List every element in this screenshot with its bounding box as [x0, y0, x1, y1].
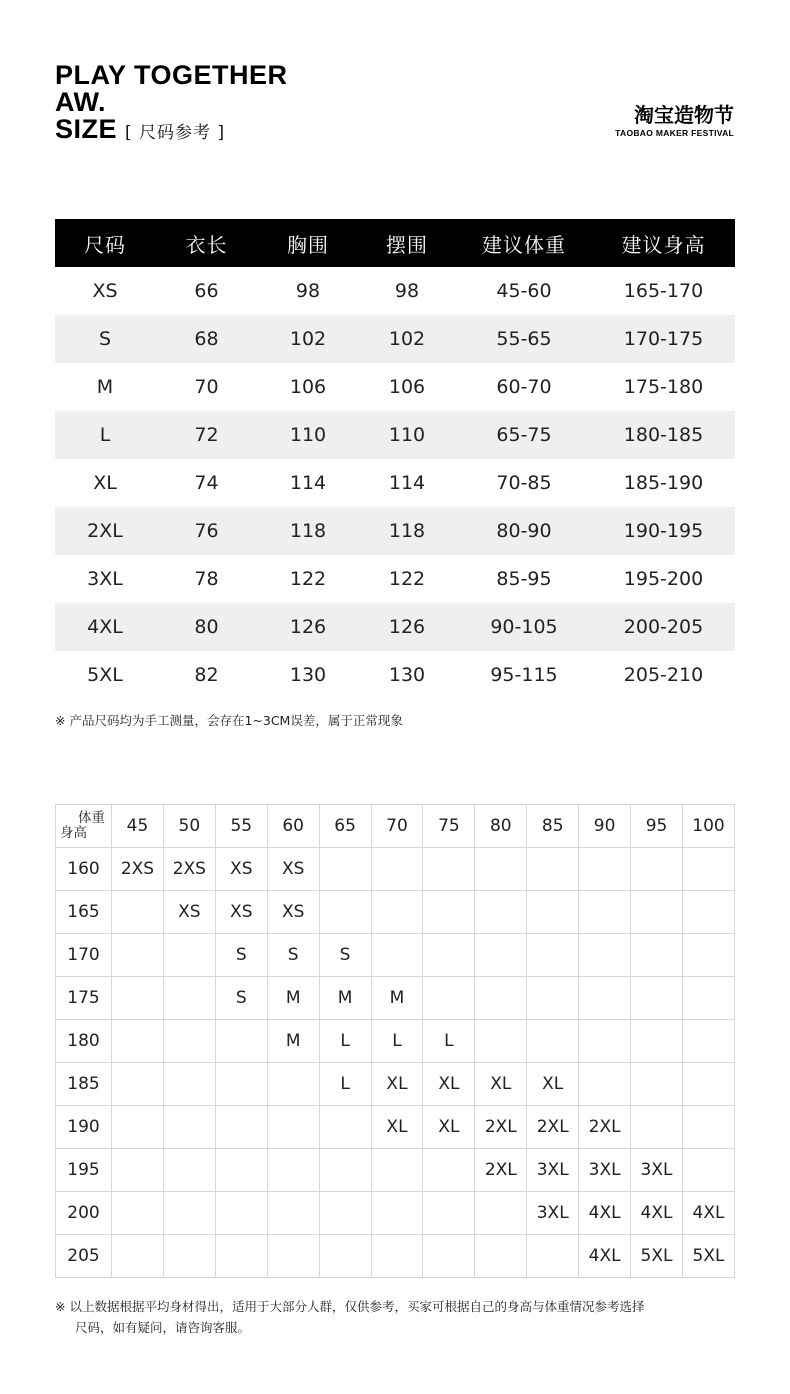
- matrix-cell: 3XL: [527, 1149, 579, 1192]
- table-row: [55, 363, 735, 411]
- matrix-cell: XS: [267, 848, 319, 891]
- table-cell: 114: [388, 472, 426, 494]
- table-cell: 78: [194, 568, 219, 590]
- matrix-row: [56, 934, 735, 977]
- table-cell: 98: [295, 280, 321, 302]
- matrix-cell: [215, 1063, 267, 1106]
- matrix-cell: 4XL: [579, 1235, 631, 1278]
- table-cell: 74: [194, 472, 219, 494]
- matrix-cell: [371, 1149, 423, 1192]
- matrix-cell: [631, 1063, 683, 1106]
- matrix-cell: [112, 977, 164, 1020]
- table-cell: 85-95: [496, 568, 552, 590]
- table-cell: 45-60: [496, 280, 552, 302]
- brand-logo: [615, 104, 734, 138]
- matrix-cell: [631, 848, 683, 891]
- matrix-cell: 4XL: [631, 1192, 683, 1235]
- table-cell: 130: [289, 664, 327, 686]
- table-cell: 200-205: [592, 603, 735, 651]
- table-cell: S: [55, 315, 155, 363]
- matrix-cell: [527, 934, 579, 977]
- matrix-cell: [423, 891, 475, 934]
- matrix-cell: [527, 1020, 579, 1063]
- table-cell: 82: [194, 664, 219, 686]
- table-cell: 3XL: [87, 568, 123, 590]
- weight-header-cell: 55: [215, 805, 267, 848]
- matrix-cell: 2XS: [163, 848, 215, 891]
- height-label-cell: 170: [56, 934, 112, 977]
- header-cell: 胸围: [258, 219, 358, 267]
- table-cell: 110: [358, 411, 456, 459]
- matrix-row: [56, 848, 735, 891]
- matrix-cell: [112, 891, 164, 934]
- matrix-cell: XS: [163, 891, 215, 934]
- table-row: [55, 651, 735, 699]
- matrix-cell: M: [319, 977, 371, 1020]
- matrix-cell: [267, 1192, 319, 1235]
- matrix-cell: [579, 848, 631, 891]
- table-row: [55, 603, 735, 651]
- weight-header-cell: 70: [371, 805, 423, 848]
- table-cell: 180-185: [592, 411, 735, 459]
- table-cell: 175-180: [623, 376, 704, 398]
- table-row: [55, 315, 735, 363]
- header-cell: 尺码: [55, 219, 155, 267]
- table-cell: 190-195: [592, 507, 735, 555]
- matrix-cell: [682, 1149, 734, 1192]
- weight-header-cell: 100: [682, 805, 734, 848]
- matrix-cell: [112, 1063, 164, 1106]
- matrix-cell: [319, 1106, 371, 1149]
- matrix-row: [56, 1235, 735, 1278]
- header-cell: 建议身高: [592, 219, 735, 267]
- table-cell: 114: [289, 472, 327, 494]
- matrix-cell: [527, 1235, 579, 1278]
- size-heading: [55, 116, 288, 143]
- size-chart-table: [55, 219, 735, 699]
- table-row: [55, 411, 735, 459]
- matrix-cell: [371, 1192, 423, 1235]
- weight-header-cell: 60: [267, 805, 319, 848]
- matrix-cell: [112, 1149, 164, 1192]
- matrix-cell: [215, 1106, 267, 1149]
- height-label-cell: 160: [56, 848, 112, 891]
- matrix-cell: L: [319, 1063, 371, 1106]
- table-cell: 2XL: [55, 507, 155, 555]
- table-cell: 76: [155, 507, 258, 555]
- table-cell: 68: [155, 315, 258, 363]
- matrix-cell: [163, 977, 215, 1020]
- matrix-cell: [112, 934, 164, 977]
- matrix-cell: [371, 1235, 423, 1278]
- table-cell: 110: [258, 411, 358, 459]
- page-header: [55, 62, 288, 143]
- matrix-cell: [163, 1020, 215, 1063]
- table-cell: L: [55, 411, 155, 459]
- height-label-cell: 185: [56, 1063, 112, 1106]
- matrix-cell: [319, 1235, 371, 1278]
- matrix-cell: [163, 1235, 215, 1278]
- table-cell: 126: [358, 603, 456, 651]
- matrix-cell: [527, 891, 579, 934]
- table-cell: 165-170: [623, 280, 704, 302]
- matrix-cell: [423, 848, 475, 891]
- matrix-cell: [631, 1020, 683, 1063]
- table-cell: 122: [289, 568, 327, 590]
- matrix-cell: [371, 848, 423, 891]
- table-cell: 205-210: [623, 664, 704, 686]
- matrix-row: [56, 1192, 735, 1235]
- matrix-cell: [112, 1020, 164, 1063]
- matrix-cell: [319, 848, 371, 891]
- matrix-cell: [319, 891, 371, 934]
- disclaimer-note: [55, 1296, 745, 1338]
- table-cell: 72: [155, 411, 258, 459]
- height-label-cell: 165: [56, 891, 112, 934]
- matrix-cell: [112, 1235, 164, 1278]
- height-label-cell: 200: [56, 1192, 112, 1235]
- matrix-cell: L: [319, 1020, 371, 1063]
- matrix-cell: [215, 1149, 267, 1192]
- table-cell: 106: [388, 376, 426, 398]
- matrix-cell: [319, 1192, 371, 1235]
- height-label-cell: 195: [56, 1149, 112, 1192]
- corner-height-label: 身高: [60, 825, 87, 841]
- matrix-cell: [631, 1106, 683, 1149]
- matrix-cell: XS: [267, 891, 319, 934]
- matrix-cell: [682, 1020, 734, 1063]
- matrix-cell: [267, 1063, 319, 1106]
- matrix-cell: 2XL: [527, 1106, 579, 1149]
- table-cell: XL: [93, 472, 117, 494]
- weight-header-cell: 65: [319, 805, 371, 848]
- size-title: SIZE: [55, 114, 118, 144]
- weight-header-cell: 95: [631, 805, 683, 848]
- matrix-row: [56, 891, 735, 934]
- height-label-cell: 205: [56, 1235, 112, 1278]
- matrix-cell: [631, 891, 683, 934]
- matrix-cell: [579, 891, 631, 934]
- matrix-cell: XL: [423, 1063, 475, 1106]
- table-cell: 122: [388, 568, 426, 590]
- disclaimer-line-1: ※ 以上数据根据平均身材得出，适用于大部分人群，仅供参考，买家可根据自己的身高与体重情况参考选择: [55, 1299, 645, 1314]
- matrix-cell: S: [319, 934, 371, 977]
- matrix-cell: XL: [371, 1106, 423, 1149]
- matrix-cell: 3XL: [631, 1149, 683, 1192]
- weight-header-cell: 75: [423, 805, 475, 848]
- matrix-cell: [215, 1192, 267, 1235]
- table-cell: 4XL: [55, 603, 155, 651]
- matrix-cell: [475, 1020, 527, 1063]
- table-cell: 80-90: [456, 507, 592, 555]
- matrix-cell: [579, 1063, 631, 1106]
- size-subtitle: [ 尺码参考 ]: [125, 123, 226, 143]
- matrix-cell: 5XL: [631, 1235, 683, 1278]
- matrix-cell: [267, 1149, 319, 1192]
- table-cell: 118: [258, 507, 358, 555]
- matrix-cell: [423, 934, 475, 977]
- matrix-cell: 5XL: [682, 1235, 734, 1278]
- matrix-cell: 4XL: [682, 1192, 734, 1235]
- matrix-cell: [682, 848, 734, 891]
- logo-en-text: TAOBAO MAKER FESTIVAL: [615, 128, 734, 138]
- table-cell: 185-190: [623, 472, 704, 494]
- matrix-cell: [371, 891, 423, 934]
- matrix-cell: [682, 891, 734, 934]
- matrix-cell: [475, 891, 527, 934]
- matrix-cell: L: [371, 1020, 423, 1063]
- matrix-cell: [475, 934, 527, 977]
- matrix-cell: XL: [527, 1063, 579, 1106]
- matrix-cell: [163, 1106, 215, 1149]
- matrix-cell: 4XL: [579, 1192, 631, 1235]
- weight-header-cell: 85: [527, 805, 579, 848]
- matrix-cell: [475, 977, 527, 1020]
- matrix-cell: [215, 1020, 267, 1063]
- matrix-cell: XL: [371, 1063, 423, 1106]
- table-cell: 80: [155, 603, 258, 651]
- logo-cn-text: 淘宝造物节: [634, 103, 734, 127]
- matrix-cell: [682, 1063, 734, 1106]
- table-cell: XS: [92, 280, 118, 302]
- matrix-cell: [631, 934, 683, 977]
- matrix-row: [56, 1149, 735, 1192]
- matrix-cell: [579, 977, 631, 1020]
- matrix-header-row: [56, 805, 735, 848]
- disclaimer-line-2: 尺码，如有疑问，请咨询客服。: [75, 1320, 251, 1335]
- matrix-cell: [579, 934, 631, 977]
- matrix-cell: M: [267, 1020, 319, 1063]
- matrix-cell: [163, 1149, 215, 1192]
- table-cell: 118: [358, 507, 456, 555]
- title-line-2: AW.: [55, 87, 107, 117]
- matrix-cell: [527, 848, 579, 891]
- matrix-cell: [163, 1192, 215, 1235]
- matrix-cell: 2XL: [475, 1149, 527, 1192]
- matrix-cell: 2XL: [475, 1106, 527, 1149]
- matrix-cell: [112, 1192, 164, 1235]
- table-cell: 102: [258, 315, 358, 363]
- header-cell: 摆围: [358, 219, 456, 267]
- weight-header-cell: 50: [163, 805, 215, 848]
- header-cell: 建议体重: [456, 219, 592, 267]
- header-cell: 衣长: [155, 219, 258, 267]
- matrix-cell: [631, 977, 683, 1020]
- table-cell: 70-85: [496, 472, 552, 494]
- table-row: [55, 555, 735, 603]
- table-cell: 195-200: [623, 568, 704, 590]
- size-table-header: [55, 219, 735, 267]
- table-cell: 106: [289, 376, 327, 398]
- matrix-cell: [682, 977, 734, 1020]
- matrix-cell: 2XS: [112, 848, 164, 891]
- table-row: [55, 267, 735, 315]
- measurement-note: ※ 产品尺码均为手工测量，会存在1~3CM误差，属于正常现象: [55, 713, 403, 728]
- matrix-cell: L: [423, 1020, 475, 1063]
- corner-weight-label: 体重: [78, 810, 105, 826]
- height-label-cell: 190: [56, 1106, 112, 1149]
- matrix-cell: S: [267, 934, 319, 977]
- matrix-cell: [682, 934, 734, 977]
- matrix-cell: 3XL: [527, 1192, 579, 1235]
- matrix-row: [56, 1063, 735, 1106]
- matrix-cell: 2XL: [579, 1106, 631, 1149]
- matrix-cell: [475, 1192, 527, 1235]
- matrix-cell: XL: [475, 1063, 527, 1106]
- table-cell: 66: [194, 280, 219, 302]
- matrix-cell: [475, 848, 527, 891]
- matrix-cell: S: [215, 934, 267, 977]
- matrix-cell: [112, 1106, 164, 1149]
- table-cell: 126: [258, 603, 358, 651]
- matrix-cell: XS: [215, 891, 267, 934]
- matrix-cell: [267, 1235, 319, 1278]
- matrix-cell: [215, 1235, 267, 1278]
- matrix-cell: S: [215, 977, 267, 1020]
- matrix-cell: 3XL: [579, 1149, 631, 1192]
- matrix-row: [56, 1106, 735, 1149]
- matrix-cell: [319, 1149, 371, 1192]
- table-cell: 102: [358, 315, 456, 363]
- table-cell: 130: [388, 664, 426, 686]
- matrix-cell: [163, 934, 215, 977]
- table-cell: 55-65: [456, 315, 592, 363]
- matrix-cell: XL: [423, 1106, 475, 1149]
- matrix-cell: [423, 1235, 475, 1278]
- matrix-cell: [682, 1106, 734, 1149]
- matrix-row: [56, 1020, 735, 1063]
- height-label-cell: 180: [56, 1020, 112, 1063]
- table-cell: 170-175: [592, 315, 735, 363]
- table-cell: M: [96, 376, 114, 398]
- matrix-cell: [579, 1020, 631, 1063]
- matrix-cell: M: [371, 977, 423, 1020]
- table-cell: 5XL: [87, 664, 123, 686]
- size-matrix-table: [55, 804, 735, 1278]
- table-row: [55, 507, 735, 555]
- table-cell: 60-70: [496, 376, 552, 398]
- matrix-corner: [56, 805, 112, 848]
- matrix-cell: [423, 1192, 475, 1235]
- weight-header-cell: 80: [475, 805, 527, 848]
- matrix-cell: M: [267, 977, 319, 1020]
- matrix-cell: [423, 1149, 475, 1192]
- matrix-cell: [423, 977, 475, 1020]
- matrix-cell: [163, 1063, 215, 1106]
- table-cell: 70: [194, 376, 219, 398]
- matrix-cell: [267, 1106, 319, 1149]
- table-cell: 65-75: [456, 411, 592, 459]
- matrix-row: [56, 977, 735, 1020]
- weight-header-cell: 90: [579, 805, 631, 848]
- matrix-cell: XS: [215, 848, 267, 891]
- height-label-cell: 175: [56, 977, 112, 1020]
- matrix-cell: [527, 977, 579, 1020]
- table-row: [55, 459, 735, 507]
- matrix-cell: [475, 1235, 527, 1278]
- title-line-1: PLAY TOGETHER: [55, 60, 288, 90]
- weight-header-cell: 45: [112, 805, 164, 848]
- table-cell: 98: [394, 280, 420, 302]
- table-cell: 95-115: [490, 664, 558, 686]
- table-cell: 90-105: [456, 603, 592, 651]
- matrix-cell: [371, 934, 423, 977]
